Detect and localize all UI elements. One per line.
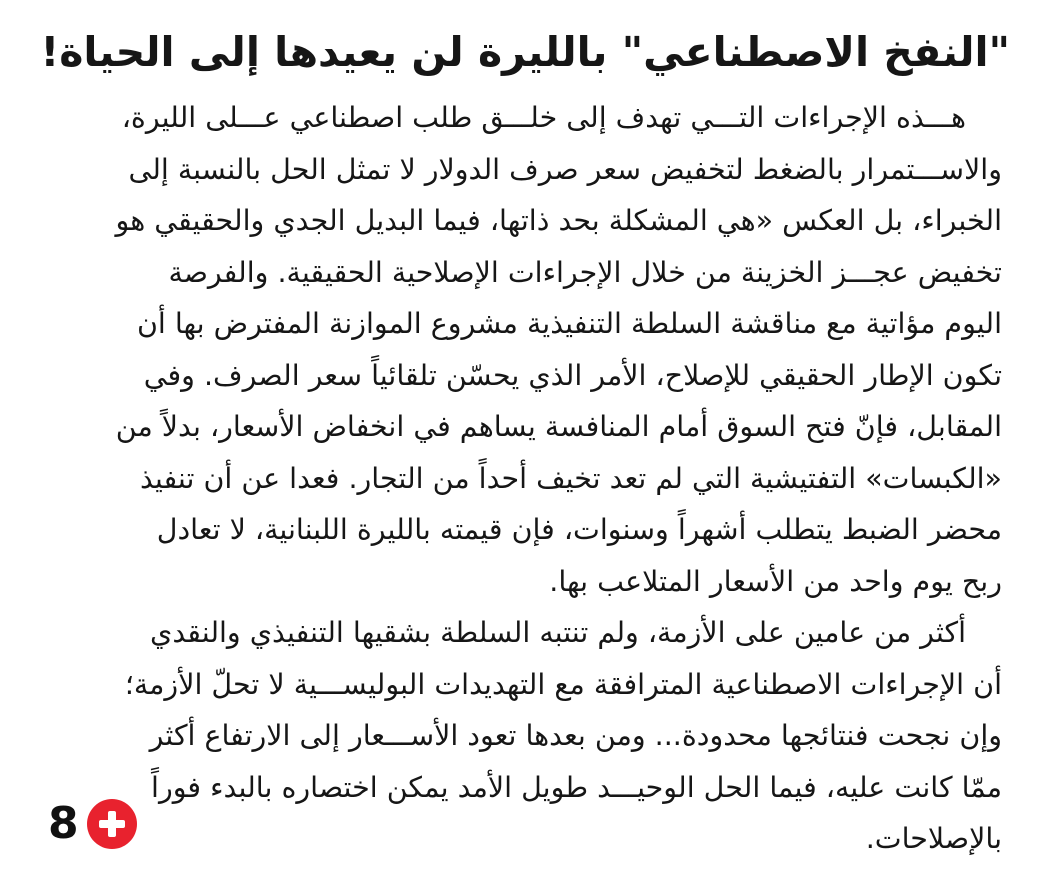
text-line: تكون الإطار الحقيقي للإصلاح، الأمر الذي يحسّن تلقائياً سعر الصرف. وفي [143,358,1002,392]
text-line: أكثر من عامين على الأزمة، ولم تنتبه السلطة بشقيها التنفيذي والنقدي [150,616,966,649]
page-footer [48,796,137,852]
text-line: الخبراء، بل العكس «هي المشكلة بحد ذاتها، فيما البديل الجدي والحقيقي هو [115,204,1002,237]
page-number: 8 [48,798,79,849]
text-line: والاســـتمرار بالضغط لتخفيض سعر صرف الدولار لا تمثل الحل بالنسبة إلى [128,152,1002,186]
text-line: ربح يوم واحد من الأسعار المتلاعب بها. [549,564,1002,598]
text-line: «الكبسات» التفتيشية التي لم تعد تخيف أحداً من التجار. فعدا عن أن تنفيذ [139,461,1002,495]
paragraph-2 [42,607,1002,865]
paragraph-1 [42,92,1002,607]
headline: "النفخ الاصطناعي" بالليرة لن يعيدها إلى الحياة! [40,28,1010,76]
text-line: هـــذه الإجراءات التـــي تهدف إلى خلـــق طلب اصطناعي عـــلى الليرة، [121,101,966,134]
article-body [42,92,1002,865]
text-line: ممّا كانت عليه، فيما الحل الوحيـــد طويل الأمد يمكن اختصاره بالبدء فوراً [151,770,1002,804]
text-line: وإن نجحت فنتائجها محدودة... ومن بعدها تعود الأســـعار إلى الارتفاع أكثر [149,719,1002,752]
text-line: اليوم مؤاتية مع مناقشة السلطة التنفيذية مشروع الموازنة المفترض بها أن [136,307,1002,340]
text-line: بالإصلاحات. [865,822,1002,855]
text-line: تخفيض عجـــز الخزينة من خلال الإجراءات الإصلاحية الحقيقية. والفرصة [168,255,1002,289]
text-line: أن الإجراءات الاصطناعية المترافقة مع التهديدات البوليســـية لا تحلّ الأزمة؛ [124,667,1002,701]
plus-circle-icon [87,799,137,849]
text-line: المقابل، فإنّ فتح السوق أمام المنافسة يساهم في انخفاض الأسعار، بدلاً من [115,410,1002,443]
text-line: محضر الضبط يتطلب أشهراً وسنوات، فإن قيمته بالليرة اللبنانية، لا تعادل [156,513,1002,546]
